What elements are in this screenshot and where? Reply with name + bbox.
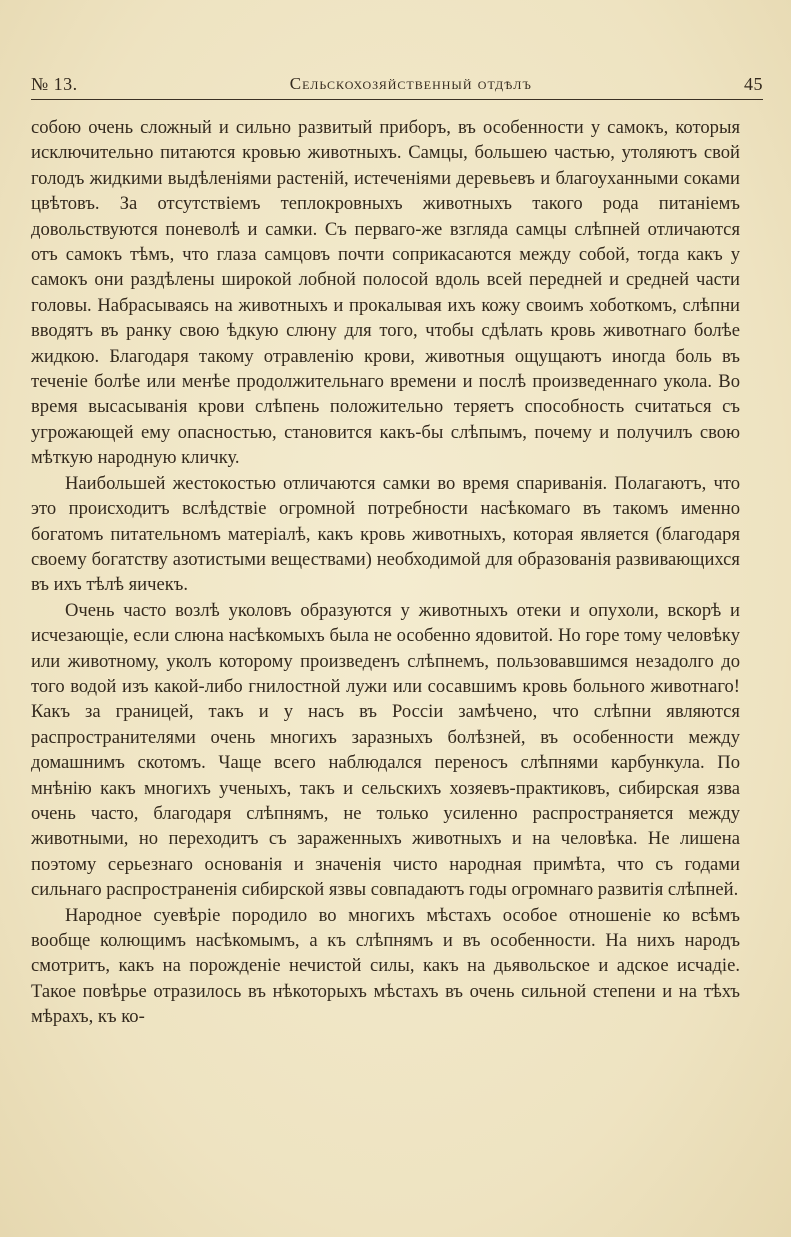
paragraph: Очень часто возлѣ уколовъ образуются у животныхъ отеки и опухоли, вскорѣ и исчезающіе, если слюна насѣкомыхъ была не особенно ядовитой. Но горе тому человѣку или животному, уколъ которому произведенъ слѣпнемъ, пользовавшимся незадолго до того водой изъ какой-либо гнилостной лужи или сосавшимъ кровь больного животнаго! Какъ за границей, такъ и у насъ въ Россіи замѣчено, что слѣпни являются распространителями очень многихъ заразныхъ болѣзней, въ особенности между домашнимъ скотомъ. Чаще всего наблюдался переносъ слѣпнями карбункула. По мнѣнію какъ многихъ ученыхъ, такъ и сельскихъ хозяевъ-практиковъ, сибирская язва очень часто, благодаря слѣпнямъ, не только усиленно распространяется между животными, но переходитъ съ зараженныхъ животныхъ и на человѣка. Не лишена поэтому серьезнаго основанія и значенія чисто народная примѣта, что съ годами сильнаго распространенія сибирской язвы совпадаютъ годы огромнаго развитія слѣпней. [31,599,740,901]
issue-number: № 13. [31,73,78,94]
article-body [31,115,740,1030]
paragraph: Народное суевѣріе породило во многихъ мѣстахъ особое отношеніе ко всѣмъ вообще колющимъ насѣкомымъ, а къ слѣпнямъ и въ особенности. На нихъ народъ смотритъ, какъ на порожденіе нечистой силы, какъ на дьявольское и адское исчадіе. Такое повѣрье отразилось въ нѣкоторыхъ мѣстахъ въ очень сильной степени и на тѣхъ мѣрахъ, къ ко- [31,904,740,1028]
paragraph: собою очень сложный и сильно развитый приборъ, въ особенности у самокъ, которыя исключительно питаются кровью животныхъ. Самцы, большею частью, утоляютъ свой голодъ жидкими выдѣленіями растеній, истеченіями деревьевъ и благоуханными соками цвѣтовъ. За отсутствіемъ теплокровныхъ животныхъ такого рода питаніемъ довольствуются поневолѣ и самки. Съ перваго-же взгляда самцы слѣпней отличаются отъ самокъ тѣмъ, что глаза самцовъ почти соприкасаются между собой, тогда какъ у самокъ они раздѣлены широкой лобной полосой вдоль всей передней и средней части головы. Набрасываясь на животныхъ и прокалывая ихъ кожу своимъ хоботкомъ, слѣпни вводятъ въ ранку свою ѣдкую слюну для того, чтобы сдѣлать кровь животнаго болѣе жидкою. Благодаря такому отравленію крови, животныя ощущаютъ иногда боль въ теченіе болѣе или менѣе продолжительнаго времени и послѣ произведеннаго укола. Во время высасыванія крови слѣпень положительно теряетъ способность считаться съ угрожающей ему опасностью, становится какъ-бы слѣпымъ, почему и получилъ свою мѣткую народную кличку. [31,117,740,469]
paragraph: Наибольшей жестокостью отличаются самки во время спариванія. Полагаютъ, что это происходитъ вслѣдствіе огромной потребности насѣкомаго въ такомъ именно богатомъ питательномъ матеріалѣ, какъ кровь животныхъ, которая является (благодаря своему богатству азотистыми веществами) необходимой для образованія развивающихся въ ихъ тѣлѣ яичекъ. [31,472,740,596]
header-rule [31,99,763,100]
section-title: Сельскохозяйственный отдѣлъ [289,74,532,93]
page-number: 45 [743,73,763,94]
running-header [31,72,763,96]
